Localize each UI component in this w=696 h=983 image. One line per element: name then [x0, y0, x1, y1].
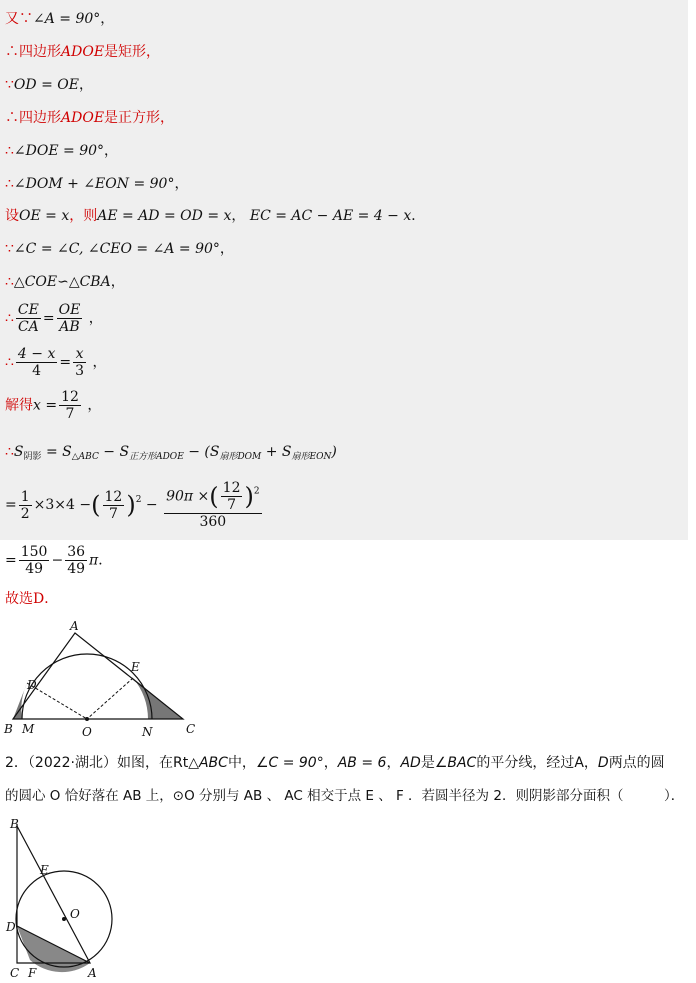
step-8-math: ∠C = ∠C, ∠CEO = ∠A = 90°	[13, 241, 220, 257]
fig1-label-n: N	[142, 725, 153, 739]
step-2-prefix: ∴四边形	[5, 44, 61, 60]
fig2-center-point	[62, 917, 66, 921]
step-4-tail: 是正方形，	[104, 110, 175, 126]
solve-numerator: 12	[61, 389, 79, 405]
q2-triangle: △ABC	[188, 755, 228, 771]
fig1-label-d: D	[27, 678, 37, 692]
fig2-label-c: C	[10, 966, 20, 980]
calc-product: ×3×4 −	[33, 497, 92, 513]
fig2-label-a: A	[88, 966, 97, 980]
calc-inner-square: 2	[253, 486, 260, 497]
calc-square: 2	[135, 495, 142, 505]
equation-fraction-right	[73, 346, 86, 379]
result-pi: π	[89, 552, 99, 569]
step-1	[5, 10, 114, 28]
calc-half-numerator: 1	[20, 488, 30, 505]
step-3	[5, 76, 93, 94]
calc-twelve-sevenths	[103, 489, 125, 522]
calc-fraction-numerator: 12	[104, 488, 123, 505]
fig1-label-b: B	[4, 722, 13, 736]
step-14-calc: = $\frac{1}{2}$ ×3×4 −( $\frac{12}{7}$ )$^2$ − 90π ×( $\frac{12}{7}$ )$^2$ 360	[5, 480, 260, 530]
step-2-tail: 是矩形，	[104, 44, 161, 60]
ratio-right-denominator: AB	[59, 319, 80, 335]
calc-sector-numerator: 90π ×( $\frac{12}{7}$ )$^2$	[166, 480, 260, 513]
step-3-prefix: ∵	[5, 77, 14, 93]
equation-fraction-left	[16, 346, 57, 379]
q2-text-g: ，	[386, 755, 401, 771]
area-s: S	[13, 444, 24, 460]
step-7-math2: AE = AD = OD = x	[97, 208, 232, 224]
area-plus: + S	[261, 444, 292, 460]
step-5	[5, 142, 118, 160]
calc-sector-denominator: 360	[199, 514, 227, 530]
step-9	[5, 273, 125, 291]
step-4-math: ADOE	[61, 110, 105, 126]
ratio-right-numerator: OE	[58, 302, 81, 318]
step-3-math: OD = OE	[13, 77, 79, 93]
step-10-ratio: ∴ $\frac{CE}{CA}$ = $\frac{OE}{AB}$ ，	[5, 302, 103, 335]
result-numerator-1: 150	[20, 544, 48, 560]
step-6-tail: ，	[174, 176, 189, 192]
solve-tail: ，	[87, 397, 102, 414]
step-9-tail: ，	[110, 274, 125, 290]
result-numerator-2: 36	[67, 544, 86, 560]
step-7-tail3: ．	[411, 208, 426, 224]
q2-intro: 2．（2022·湖北）如图，在Rt	[5, 755, 189, 771]
equation-right-numerator: x	[73, 346, 86, 363]
q2-text-k: 的平分线，经过A，	[476, 755, 598, 771]
area-paren: − (S	[183, 444, 220, 460]
fig1-label-a: A	[70, 619, 79, 633]
area-sub-sector-dom: 扇形DOM	[219, 452, 262, 462]
step-5-prefix: ∴	[5, 143, 14, 159]
equation-tail: ，	[92, 354, 107, 371]
step-6-prefix: ∴	[5, 176, 14, 192]
step-6-math: ∠DOM + ∠EON = 90°	[13, 176, 175, 192]
result-fraction-2	[65, 544, 87, 577]
calc-half-denominator: 2	[20, 505, 30, 522]
fig1-label-o: O	[82, 725, 92, 739]
area-sub-triangle: △ABC	[71, 452, 99, 462]
area-sub-square: 正方形ADOE	[129, 452, 184, 462]
step-2-math: ADOE	[61, 44, 105, 60]
step-7	[5, 207, 425, 225]
fig2-label-b: B	[10, 817, 19, 831]
step-2	[5, 43, 160, 61]
solve-variable: x =	[33, 397, 58, 414]
q2-angle-bac: ∠BAC	[434, 755, 477, 771]
step-6	[5, 175, 188, 193]
fig1-label-e: E	[131, 660, 140, 674]
solve-fraction	[59, 389, 81, 422]
result-end: ．	[98, 552, 113, 569]
calc-fraction-denominator: 7	[108, 505, 118, 522]
step-7-tail: ，则	[69, 208, 98, 224]
area-sub-sector-eon: 扇形EON	[291, 452, 332, 462]
step-12-solve	[5, 389, 101, 422]
step-3-tail: ，	[78, 77, 93, 93]
calc-inner-numerator: 12	[222, 480, 241, 496]
result-denominator-1: 49	[25, 561, 44, 577]
q2-ad: AD	[400, 755, 421, 771]
q2-d: D	[597, 755, 609, 771]
step-8-tail: ，	[219, 241, 234, 257]
fig1-center-point	[85, 717, 89, 721]
step-11-equation: ∴ $\frac{4 - x}{4}$ = $\frac{x}{3}$ ，	[5, 346, 107, 379]
ratio-fraction-right	[57, 302, 83, 335]
fig1-label-c: C	[186, 722, 196, 736]
q2-ab: AB = 6	[337, 755, 387, 771]
step-1-prefix: 又∵	[5, 11, 33, 27]
step-7-math: OE = x	[19, 208, 70, 224]
step-8-prefix: ∵	[5, 241, 14, 257]
solve-denominator: 7	[65, 406, 75, 422]
step-13-area	[5, 443, 337, 466]
equation-right-denominator: 3	[75, 363, 85, 379]
ratio-prefix: ∴	[5, 310, 14, 327]
area-eq: = S	[41, 444, 72, 460]
step-7-prefix: 设	[5, 208, 19, 224]
q2-text-m: 两点的圆	[608, 755, 665, 771]
calc-sector-fraction	[164, 480, 262, 530]
fig2-label-f: F	[28, 966, 37, 980]
step-4	[5, 109, 174, 127]
calc-inner-denominator: 7	[227, 497, 237, 513]
equation-left-numerator: 4 − x	[17, 346, 56, 362]
ratio-fraction-left	[16, 302, 41, 335]
equation-prefix: ∴	[5, 354, 14, 371]
step-5-math: ∠DOE = 90°	[13, 143, 105, 159]
step-9-prefix: ∴	[5, 274, 14, 290]
q2-text-e: ，	[323, 755, 338, 771]
area-minus: − S	[98, 444, 130, 460]
ratio-left-denominator: CA	[17, 319, 39, 335]
result-fraction-1	[19, 544, 50, 577]
fig2-label-o: O	[70, 907, 80, 921]
answer-choice: 故选D．	[5, 591, 59, 607]
step-5-tail: ，	[104, 143, 119, 159]
result-denominator-2: 49	[67, 561, 86, 577]
step-1-tail: ，	[100, 11, 115, 27]
step-9-math: △COE∽△CBA	[13, 274, 111, 290]
fig2-label-d: D	[6, 920, 16, 934]
step-7-tail2: ，	[231, 208, 246, 224]
calc-half	[19, 489, 32, 522]
fig1-oe-dashed	[87, 678, 133, 719]
solve-prefix: 解得	[5, 397, 33, 414]
fig1-label-m: M	[22, 722, 35, 736]
area-sub-shaded: 阴影	[23, 452, 42, 462]
figure-2-circle-triangle	[0, 812, 125, 982]
step-8	[5, 240, 234, 258]
ratio-tail: ，	[88, 310, 103, 327]
figure-1-semicircle-triangle	[0, 615, 210, 740]
step-7-math3: EC = AC − AE = 4 − x	[249, 208, 412, 224]
equation-left-denominator: 4	[32, 363, 42, 379]
q2-text-i: 是	[420, 755, 435, 771]
step-1-math: ∠A = 90°	[33, 11, 101, 27]
q2-text-c: 中，	[227, 755, 256, 771]
question-2-line-2: 的圆心 O 恰好落在 AB 上，⊙O 分别与 AB 、 AC 相交于点 E 、 F ．若圆半径为 2．则阴影部分面积（ ）．	[5, 788, 685, 804]
ratio-left-numerator: CE	[17, 302, 39, 318]
step-15-result: = $\frac{150}{49}$ − $\frac{36}{49}$ π．	[5, 544, 113, 577]
step-4-prefix: ∴四边形	[5, 110, 61, 126]
q2-angle-c: ∠C = 90°	[255, 755, 324, 771]
area-close: )	[331, 444, 337, 460]
calc-sector-top: 90π ×	[166, 488, 210, 505]
fig2-label-e: E	[40, 863, 49, 877]
area-prefix: ∴	[5, 444, 14, 460]
question-2-line-1	[5, 751, 665, 775]
calc-inner-fraction	[221, 480, 243, 513]
